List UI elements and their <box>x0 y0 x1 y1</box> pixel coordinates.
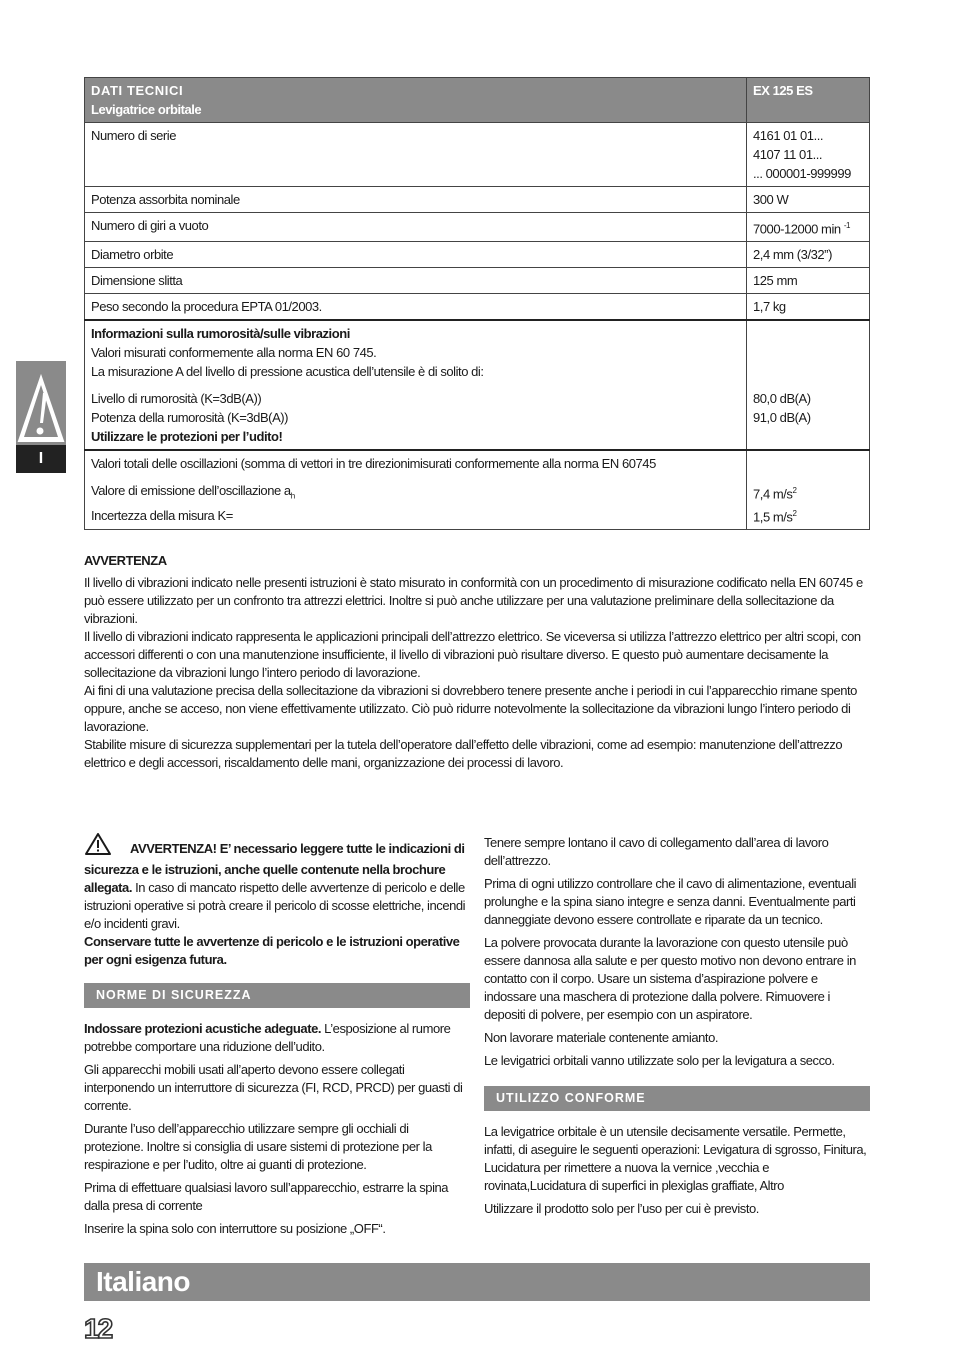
table-row <box>85 187 870 213</box>
vibration-emission-value-row <box>753 481 863 503</box>
noise-line: La misurazione A del livello di pressione acustica dell’utensile è di solito di: <box>91 364 484 380</box>
vibration-emission-label: Valore di emissione dell’oscillazione a <box>91 483 291 499</box>
noise-pressure-value: 80,0 dB(A) <box>753 391 811 407</box>
squared-exponent: 2 <box>792 486 797 496</box>
noise-pressure-label: Livello di rumorosità (K=3dB(A)) <box>91 391 262 407</box>
right-column <box>484 834 870 1223</box>
safety-paragraph: Le levigatrici orbitali vanno utilizzate solo per la levigatura a secco. <box>484 1053 835 1068</box>
language-footer-bar <box>84 1263 870 1301</box>
hearing-protection-bold: Indossare protezioni acustiche adeguate. <box>84 1021 322 1036</box>
serial-label: Numero di serie <box>85 123 747 187</box>
table-row <box>85 123 870 187</box>
left-column <box>84 832 470 1243</box>
noise-power-value: 91,0 dB(A) <box>753 410 811 426</box>
table-subtitle: Levigatrice orbitale <box>91 102 202 117</box>
vibration-values-cell <box>747 450 870 529</box>
speed-label: Numero di giri a vuoto <box>85 213 747 242</box>
language-side-tab <box>16 361 66 473</box>
safety-paragraph: La polvere provocata durante la lavorazione con questo utensile può essere dannosa alla salute e per questo motivo non devono entrare in contatto con il corpo. Usare un sistema d’aspirazione polvere e indossare una maschera di protezione dalla polvere. Rimuovere i depositi di polvere, per esempio con un aspiratore. <box>484 935 856 1022</box>
vibration-emission-value: 7,4 m/s <box>753 486 793 502</box>
warning-paragraph: Il livello di vibrazioni indicato rappresenta le applicazioni principali dell’attrezzo elettrico. Se viceversa si utilizza l’attrezzo elettrico per altri scopi, con accessori differenti o con una manutenzione insufficiente, il livello di vibrazioni può risultare diverso. E questo può aumentare decisamente la sollecitazione da vibrazioni lungo l’intero periodo di lavorazione. <box>84 629 861 680</box>
safety-alert-paragraph <box>84 832 470 933</box>
safety-paragraph: Tenere sempre lontano il cavo di collegamento dall’area di lavoro dell’attrezzo. <box>484 835 829 868</box>
orbit-value: 2,4 mm (3/32”) <box>747 242 870 268</box>
table-row <box>85 268 870 294</box>
page-number: 12 <box>84 1313 112 1344</box>
vibration-emission-label-row <box>91 481 740 506</box>
section-heading-intended-use: UTILIZZO CONFORME <box>484 1086 870 1111</box>
table-title: DATI TECNICI <box>91 83 184 98</box>
intended-use-paragraph: La levigatrice orbitale è un utensile decisamente versatile. Permette, infatti, di aseguire le seguenti operazioni: Levigatura di sgrosso, Finitura, Lucidatura per rimettere a nuova la vernice ,vecchia e rovinata,Lucidatura di superfici in plexiglas graffiate, Altro <box>484 1124 867 1193</box>
table-row <box>85 294 870 321</box>
intended-use-paragraph: Utilizzare il prodotto solo per l’uso per cui è previsto. <box>484 1201 759 1216</box>
warning-triangle-icon <box>84 832 112 861</box>
vibration-uncertainty-label: Incertezza della misura K= <box>91 507 233 523</box>
safety-paragraph: Non lavorare materiale contenente amianto. <box>484 1030 719 1045</box>
table-row-vibration <box>85 450 870 529</box>
table-row <box>85 213 870 242</box>
pad-label: Dimensione slitta <box>85 268 747 294</box>
safety-paragraph: Gli apparecchi mobili usati all’aperto devono essere collegati interponendo un interruttore di sicurezza (FI, RCD, PRCD) per guasti di corrente. <box>84 1062 463 1113</box>
warning-triangle-icon <box>16 371 66 443</box>
safety-alert-text: In caso di mancato rispetto delle avvertenze di pericolo e delle istruzioni operative si potrà creare il pericolo di scosse elettriche, incendi e/o incidenti gravi. <box>84 880 466 931</box>
table-header-title-cell <box>85 78 747 123</box>
vibration-info-cell <box>85 450 747 529</box>
table-row <box>85 242 870 268</box>
hearing-protection-text: L’esposizione al rumore potrebbe comportare una riduzione dell’udito. <box>84 1021 451 1054</box>
safety-alert-bold: AVVERTENZA! E’ necessario leggere tutte le indicazioni di sicurezza e le istruzioni, anche quelle contenute nella brochure allegata. <box>84 841 465 895</box>
safety-paragraph: Durante l’uso dell’apparecchio utilizzare sempre gli occhiali di protezione. Inoltre si consiglia di usare sistemi di protezione per la respirazione e per l’udito, oltre ai guanti di protezione. <box>84 1121 432 1172</box>
safety-paragraph: Prima di ogni utilizzo controllare che il cavo di alimentazione, eventuali prolunghe e la spina siano integre e senza danni. Eventualmente parti danneggiate devono essere controllate e riparate da un tecnico. <box>484 876 857 927</box>
pad-value: 125 mm <box>747 268 870 294</box>
speed-value: 7000-12000 min <box>753 221 841 237</box>
table-row-noise <box>85 320 870 450</box>
orbit-label: Diametro orbite <box>85 242 747 268</box>
serial-value: 4161 01 01... <box>753 128 824 143</box>
speed-value-cell <box>747 213 870 242</box>
serial-value: ... 000001-999999 <box>753 166 851 181</box>
speed-unit-exponent: -1 <box>843 221 851 230</box>
safety-paragraph: Inserire la spina solo con interruttore su posizione „OFF“. <box>84 1221 386 1236</box>
squared-exponent: 2 <box>792 508 797 518</box>
serial-value: 4107 11 01... <box>753 147 823 162</box>
power-value: 300 W <box>747 187 870 213</box>
vibration-uncertainty-value: 1,5 m/s <box>753 508 793 524</box>
serial-values-cell <box>747 123 870 187</box>
language-label: Italiano <box>96 1266 191 1297</box>
weight-value: 1,7 kg <box>747 294 870 321</box>
vibration-emission-subscript: h <box>290 491 295 501</box>
table-header-row <box>85 78 870 123</box>
noise-title: Informazioni sulla rumorosità/sulle vibrazioni <box>91 326 350 342</box>
noise-info-cell <box>85 320 747 450</box>
table-model: EX 125 ES <box>747 78 870 123</box>
safety-paragraph: Prima di effettuare qualsiasi lavoro sull’apparecchio, estrarre la spina dalla presa di corrente <box>84 1180 449 1213</box>
safety-paragraph <box>84 1020 470 1056</box>
technical-data-table <box>84 77 870 530</box>
keep-instructions-note: Conservare tutte le avvertenze di pericolo e le istruzioni operative per ogni esigenza futura. <box>84 934 460 967</box>
vibration-warning-block <box>84 552 870 772</box>
warning-paragraph: Ai fini di una valutazione precisa della sollecitazione da vibrazioni si dovrebbero tenere presente anche i periodi in cui l’apparecchio rimane spento oppure, anche se acceso, non viene effettivamente utilizzato. Ciò può ridurre notevolmente la sollecitazione da vibrazioni lungo l’intero periodo di lavorazione. <box>84 683 857 734</box>
weight-label: Peso secondo la procedura EPTA 01/2003. <box>85 294 747 321</box>
section-heading-safety: NORME DI SICUREZZA <box>84 983 470 1008</box>
vibration-uncertainty-value-row <box>753 504 863 526</box>
warning-title: AVVERTENZA <box>84 553 167 568</box>
noise-power-label: Potenza della rumorosità (K=3dB(A)) <box>91 410 289 426</box>
noise-values-cell <box>747 320 870 450</box>
power-label: Potenza assorbita nominale <box>85 187 747 213</box>
side-tab-letter: I <box>16 445 66 473</box>
vibration-title: Valori totali delle oscillazioni (somma di vettori in tre direzionimisurati conformemente alla norma EN 60745 <box>91 456 656 472</box>
noise-protection-note: Utilizzare le protezioni per l’udito! <box>91 429 283 445</box>
warning-paragraph: Stabilite misure di sicurezza supplementari per la tutela dell’operatore dall’effetto delle vibrazioni, come ad esempio: manutenzione dell’attrezzo elettrico e degli accessori, riscaldamento delle mani, organizzazione dei processi di lavoro. <box>84 737 843 770</box>
warning-paragraph: Il livello di vibrazioni indicato nelle presenti istruzioni è stato misurato in conformità con un procedimento di misurazione codificato nella EN 60745 e può essere utilizzato per un confronto tra attrezzi elettrici. Inoltre si può anche utilizzare per una valutazione preliminare della sollecitazione da vibrazioni. <box>84 575 863 626</box>
noise-line: Valori misurati conformemente alla norma EN 60 745. <box>91 345 377 361</box>
